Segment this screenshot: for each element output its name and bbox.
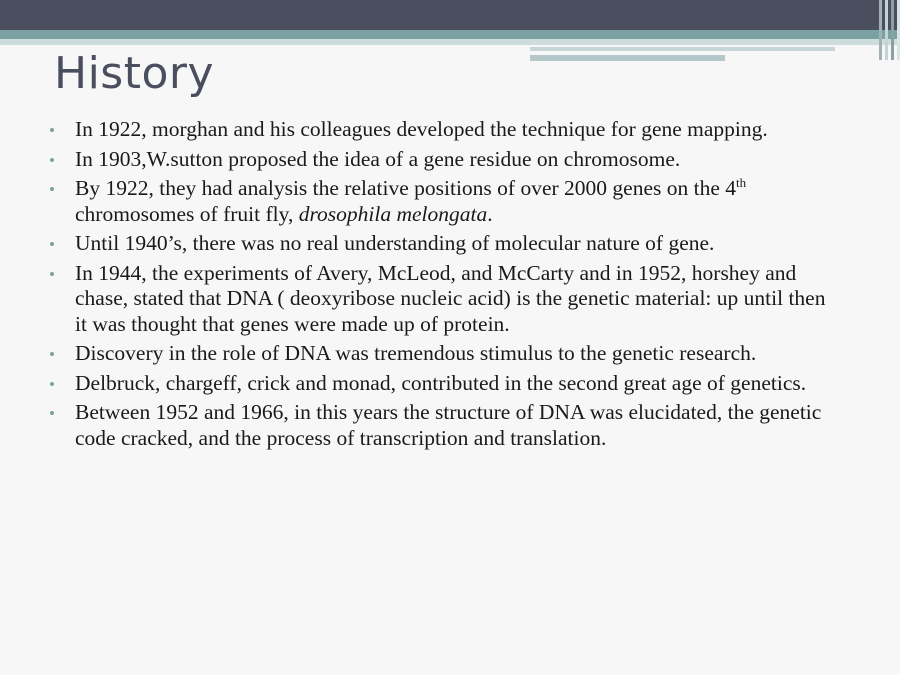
list-item bbox=[44, 261, 834, 338]
decorative-line bbox=[530, 55, 725, 61]
bullet-list bbox=[44, 117, 834, 455]
list-item bbox=[44, 147, 834, 173]
bullet-icon: • bbox=[49, 180, 55, 199]
header-bar-pale bbox=[0, 39, 900, 45]
slide-title: History bbox=[54, 48, 215, 99]
bullet-text: In 1944, the experiments of Avery, McLeod, and McCarty and in 1952, horshey and chase, stated that DNA ( deoxyribose nucleic acid) is the genetic material: up until then it was thought that genes were made up of protein. bbox=[75, 260, 826, 336]
list-item bbox=[44, 371, 834, 397]
list-item bbox=[44, 176, 834, 227]
list-item bbox=[44, 117, 834, 143]
bullet-text: . bbox=[487, 201, 493, 226]
list-item bbox=[44, 231, 834, 257]
bullet-icon: • bbox=[49, 345, 55, 364]
bullet-icon: • bbox=[49, 404, 55, 423]
bullet-text: By 1922, they had analysis the relative positions of over 2000 genes on the 4 bbox=[75, 176, 736, 200]
superscript: th bbox=[736, 174, 747, 190]
bullet-icon: • bbox=[49, 235, 55, 254]
bullet-text: chromosomes of fruit fly, bbox=[75, 201, 299, 226]
header-bar-teal bbox=[0, 30, 900, 39]
decorative-stripes bbox=[872, 0, 900, 60]
list-item bbox=[44, 400, 834, 451]
bullet-icon: • bbox=[49, 150, 55, 170]
bullet-text: In 1903,W.sutton proposed the idea of a gene residue on chromosome. bbox=[75, 146, 681, 171]
bullet-icon: • bbox=[49, 264, 55, 284]
bullet-icon: • bbox=[49, 121, 55, 140]
bullet-text: Between 1952 and 1966, in this years the structure of DNA was elucidated, the genetic code cracked, and the process of transcription and translation. bbox=[75, 400, 822, 450]
bullet-text: Discovery in the role of DNA was tremendous stimulus to the genetic research. bbox=[75, 341, 757, 365]
bullet-text: Delbruck, chargeff, crick and monad, contributed in the second great age of genetics. bbox=[75, 370, 807, 395]
bullet-text: Until 1940’s, there was no real understanding of molecular nature of gene. bbox=[75, 231, 715, 255]
species-name: drosophila melongata bbox=[298, 201, 488, 226]
header-bar-dark bbox=[0, 0, 900, 30]
decorative-line bbox=[530, 47, 835, 51]
bullet-icon: • bbox=[49, 374, 55, 394]
list-item bbox=[44, 341, 834, 367]
bullet-text: In 1922, morghan and his colleagues developed the technique for gene mapping. bbox=[75, 117, 768, 141]
